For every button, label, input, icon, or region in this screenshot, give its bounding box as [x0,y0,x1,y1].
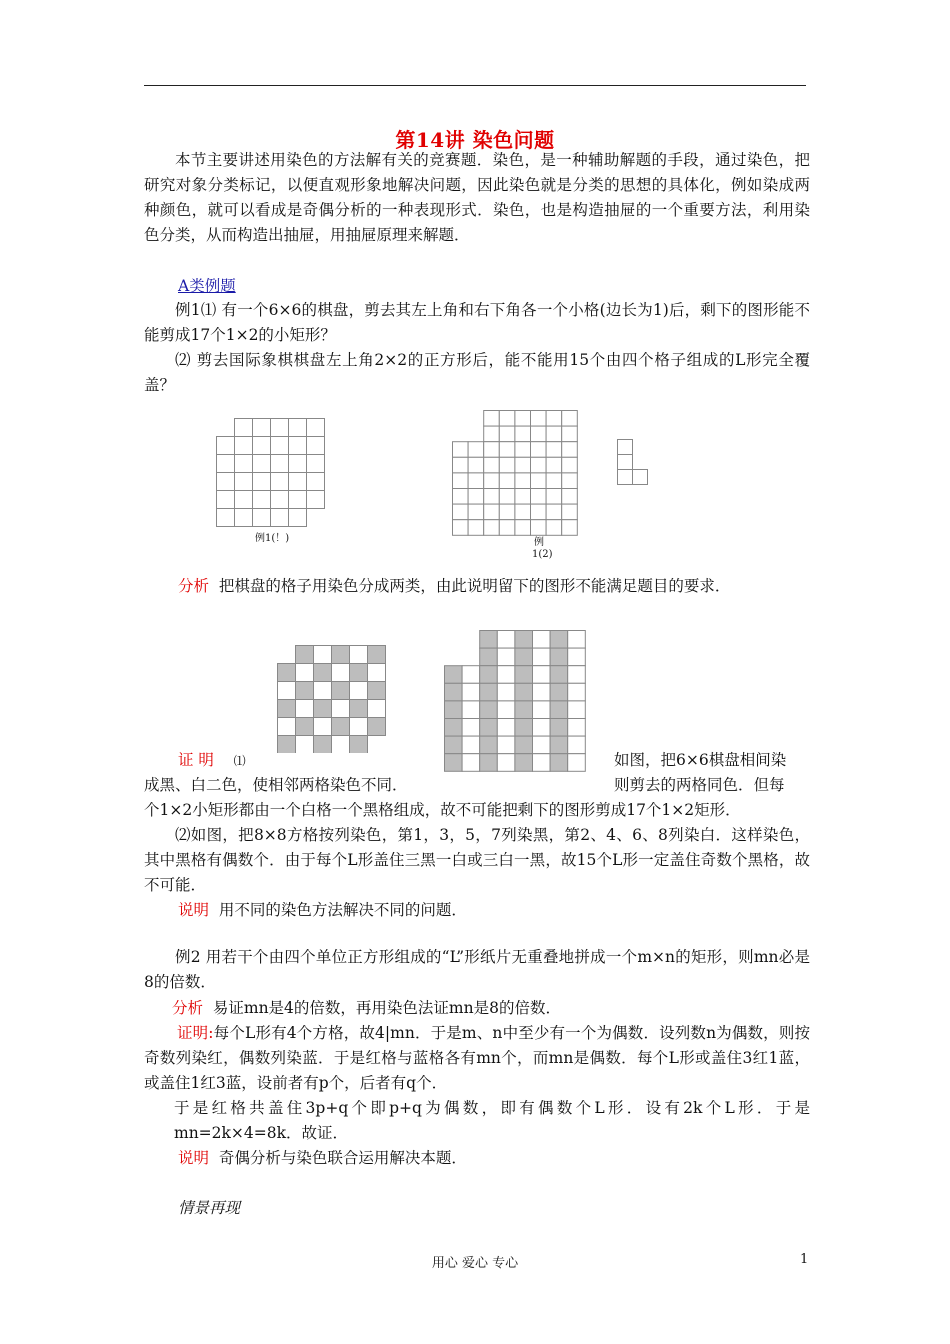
proof2-paragraph: ⑵如图，把8×8方格按列染色，第1，3，5，7列染黑，第2、4、6、8列染白．这样染色，其中黑格有偶数个．由于每个L形盖住三黑一白或三白一黑，故15个L形一定盖住奇数个黑格，故不可能． [144,826,810,894]
board-cell [546,520,562,536]
board-cell [307,455,325,473]
board-cell [289,419,307,437]
column-cell [550,631,568,649]
figure-caption-ex1-2a: 例 [534,537,544,548]
board-cell [484,504,500,520]
column-cell [550,754,568,772]
column-cell [497,666,515,684]
column-cell [515,683,533,701]
checker-cell [332,664,350,682]
board-cell [235,473,253,491]
checker-cell [278,682,296,700]
checker-cell [296,682,314,700]
board-cell [515,457,531,473]
board-cell [235,419,253,437]
checker-cell [314,664,332,682]
board-cell [271,419,289,437]
example1-part2: ⑵ 剪去国际象棋棋盘左上角2×2的正方形后，能不能用15个由四个格子组成的L形完全覆盖？ [144,351,810,394]
board-cell [217,473,235,491]
column-cell [515,648,533,666]
checker-cell [278,700,296,718]
board-cell [562,442,578,458]
board-cell [562,411,578,427]
checker-cell [368,700,386,718]
board-cell [217,455,235,473]
board-cell [546,504,562,520]
column-cell [445,719,463,737]
column-cell [462,683,480,701]
board-cell [453,520,469,536]
board-cell [484,473,500,489]
board-cell [531,442,547,458]
column-cell [568,754,586,772]
column-cell [462,736,480,754]
column-cell [445,683,463,701]
proof1-right-text: 如图，把6×6棋盘相间染 [614,751,787,769]
board-cell [515,426,531,442]
board-cell [531,457,547,473]
board-cell [468,489,484,505]
board-cell [562,473,578,489]
board-cell [484,520,500,536]
board-cell [499,426,515,442]
proof1-line3: 个1×2小矩形都由一个白格一个黑格组成，故不可能把剩下的图形剪成17个1×2矩形． [144,801,741,819]
board-cell [515,411,531,427]
board-cell [468,442,484,458]
column-cell [550,736,568,754]
scene-heading: 情景再现 [178,1199,241,1217]
board-cell [484,411,500,427]
board-cell [499,489,515,505]
board-cell [453,473,469,489]
column-cell [480,683,498,701]
column-cell [462,701,480,719]
checker-cell [278,718,296,736]
column-cell [480,736,498,754]
board-cell [307,473,325,491]
figure-ex1-board-6x6 [216,418,328,530]
section-a-link[interactable]: A类例题 [178,277,236,295]
column-cell [497,736,515,754]
checker-cell [296,718,314,736]
figure-caption-ex1-1: 例1(！) [255,533,290,544]
board-cell [271,473,289,491]
board-cell [531,520,547,536]
figure-checkerboard-6x6 [277,645,387,753]
proof-ex2-text: 每个L形有4个方格，故4|mn．于是m、n中至少有一个为偶数．设列数n为偶数，则按奇数列染红，偶数列染蓝．于是红格与蓝格各有mn个，而mn是偶数．每个L形或盖住3红1蓝，或盖住1红3蓝，设前者有p个，后者有q个． [144,1024,810,1092]
column-cell [550,666,568,684]
analysis-label: 分析 [178,577,210,595]
board-cell [289,437,307,455]
proof-ex2-continued: 于是红格共盖住3p+q个即p+q为偶数，即有偶数个L形．设有2k个L形．于是mn=2k×4=8k．故证． [174,1099,810,1142]
proof1-line2b: 则剪去的两格同色．但每 [614,776,785,794]
board-cell [271,455,289,473]
column-cell [480,701,498,719]
board-cell [499,473,515,489]
board-cell [453,442,469,458]
checker-cell [332,700,350,718]
checker-cell [278,664,296,682]
board-cell [217,509,235,527]
board-cell [546,457,562,473]
board-cell [531,489,547,505]
column-cell [550,719,568,737]
board-cell [546,426,562,442]
column-cell [533,701,551,719]
board-cell [235,437,253,455]
board-cell [515,473,531,489]
column-cell [550,648,568,666]
proof2-label: 证明: [177,1024,214,1042]
l-shape-cell [618,440,633,455]
note2-text: 奇偶分析与染色联合运用解决本题． [218,1149,467,1167]
column-cell [533,666,551,684]
column-cell [515,631,533,649]
checker-cell [332,646,350,664]
proof1-number: ⑴ [233,754,246,768]
board-cell [289,473,307,491]
board-cell [468,504,484,520]
column-cell [480,631,498,649]
header-rule [144,85,806,86]
board-cell [531,411,547,427]
board-cell [217,437,235,455]
board-cell [217,491,235,509]
board-cell [562,520,578,536]
l-shape-cell [618,455,633,470]
board-cell [271,509,289,527]
example1-part1: 例1⑴ 有一个6×6的棋盘，剪去其左上角和右下角各一个小格(边长为1)后，剩下的图形能不能剪成17个1×2的小矩形？ [144,301,810,344]
column-cell [480,666,498,684]
board-cell [453,504,469,520]
note-text: 用不同的染色方法解决不同的问题． [218,901,467,919]
column-cell [515,719,533,737]
column-cell [497,719,515,737]
board-cell [515,504,531,520]
checker-cell [296,700,314,718]
checker-cell [350,646,368,664]
column-cell [480,648,498,666]
checker-cell [350,664,368,682]
checker-cell [314,700,332,718]
board-cell [499,504,515,520]
column-cell [480,719,498,737]
checker-cell [314,646,332,664]
board-cell [562,426,578,442]
figure-ex1-board-8x8 [452,410,580,536]
board-cell [253,437,271,455]
board-cell [499,520,515,536]
board-cell [484,489,500,505]
checker-cell [332,718,350,736]
column-cell [568,701,586,719]
board-cell [307,491,325,509]
board-cell [271,491,289,509]
board-cell [531,426,547,442]
checker-cell [350,682,368,700]
page-footer: 用心 爱心 专心 [431,1256,519,1271]
column-cell [568,631,586,649]
board-cell [499,411,515,427]
board-cell [484,442,500,458]
board-cell [307,419,325,437]
checker-cell [314,682,332,700]
column-cell [462,719,480,737]
column-cell [445,736,463,754]
column-cell [568,648,586,666]
column-cell [497,683,515,701]
checker-cell [350,718,368,736]
figure-column-colored-8x8 [444,630,588,772]
column-cell [550,683,568,701]
board-cell [546,473,562,489]
l-shape-cell [633,470,648,485]
proof-label: 证 明 [178,751,214,769]
column-cell [533,736,551,754]
column-cell [533,648,551,666]
column-cell [497,631,515,649]
board-cell [468,473,484,489]
checker-cell [368,646,386,664]
board-cell [253,509,271,527]
page-title: 第14讲 染色问题 [395,128,555,152]
board-cell [289,491,307,509]
board-cell [515,442,531,458]
intro-paragraph: 本节主要讲述用染色的方法解有关的竞赛题．染色，是一种辅助解题的手段，通过染色，把研究对象分类标记，以便直观形象地解决问题，因此染色就是分类的思想的具体化，例如染成两种颜色，就可以看成是奇偶分析的一种表现形式．染色，也是构造抽屉的一个重要方法，利用染色分类，从而构造出抽屉，用抽屉原理来解题． [144,151,810,244]
proof1-line2a: 成黑、白二色，使相邻两格染色不同． [144,776,408,794]
note2-label: 说明 [178,1149,210,1167]
analysis-text: 把棋盘的格子用染色分成两类，由此说明留下的图形不能满足题目的要求． [218,577,731,595]
board-cell [499,457,515,473]
column-cell [445,701,463,719]
board-cell [546,411,562,427]
checker-cell [350,700,368,718]
column-cell [462,666,480,684]
figure-l-shape [617,439,651,487]
board-cell [562,504,578,520]
analysis2-text: 易证mn是4的倍数，再用染色法证mn是8的倍数． [212,999,561,1017]
board-cell [289,509,307,527]
analysis2-label: 分析 [172,999,204,1017]
board-cell [235,491,253,509]
checker-cell [296,646,314,664]
board-cell [289,455,307,473]
board-cell [253,491,271,509]
column-cell [497,701,515,719]
board-cell [515,520,531,536]
column-cell [515,701,533,719]
column-cell [515,736,533,754]
figure-caption-ex1-2b: 1(2) [532,549,553,560]
page-number: 1 [800,1252,809,1267]
board-cell [546,442,562,458]
example2-paragraph: 例2 用若干个由四个单位正方形组成的“L”形纸片无重叠地拼成一个m×n的矩形，则mn必是8的倍数． [144,948,810,991]
column-cell [497,754,515,772]
checker-cell [332,682,350,700]
board-cell [453,457,469,473]
checker-cell [314,718,332,736]
board-cell [453,489,469,505]
board-cell [253,455,271,473]
column-cell [533,631,551,649]
board-cell [515,489,531,505]
column-cell [533,719,551,737]
board-cell [484,426,500,442]
column-cell [480,754,498,772]
board-cell [271,437,289,455]
board-cell [468,520,484,536]
board-cell [468,457,484,473]
l-shape-cell [618,470,633,485]
board-cell [562,457,578,473]
column-cell [533,683,551,701]
checker-cell [296,664,314,682]
board-cell [253,419,271,437]
board-cell [546,489,562,505]
column-cell [462,754,480,772]
column-cell [568,736,586,754]
column-cell [550,701,568,719]
column-cell [445,754,463,772]
column-cell [515,754,533,772]
column-cell [445,666,463,684]
column-cell [568,683,586,701]
board-cell [484,457,500,473]
column-cell [568,719,586,737]
board-cell [235,455,253,473]
board-cell [235,509,253,527]
column-cell [533,754,551,772]
board-cell [531,504,547,520]
column-cell [497,648,515,666]
board-cell [531,473,547,489]
board-cell [307,437,325,455]
board-cell [562,489,578,505]
checker-cell [368,664,386,682]
checker-cell [368,718,386,736]
column-cell [568,666,586,684]
column-cell [515,666,533,684]
board-cell [253,473,271,491]
note-label: 说明 [178,901,210,919]
checker-cell [368,682,386,700]
board-cell [499,442,515,458]
